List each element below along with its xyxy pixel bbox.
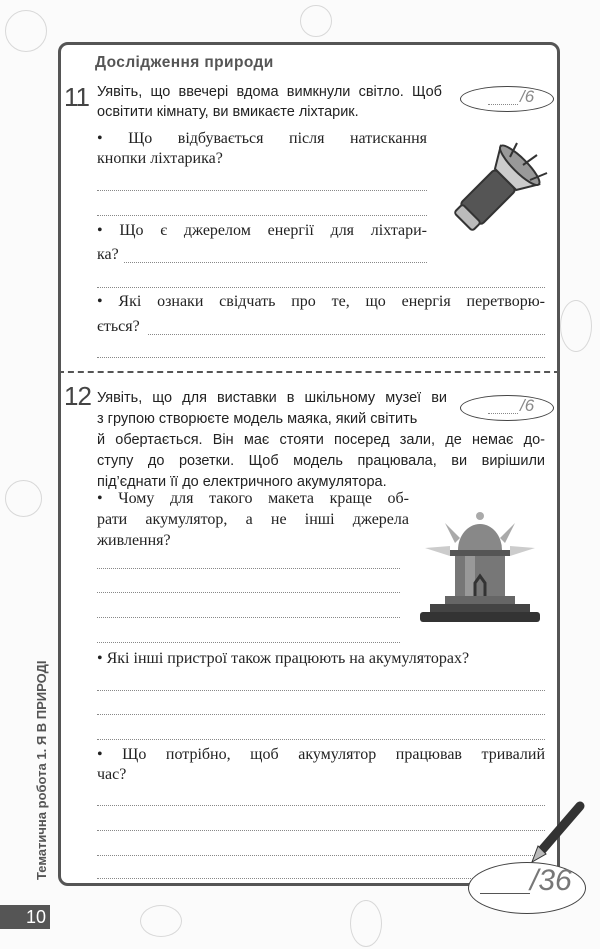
answer-line[interactable] bbox=[97, 357, 545, 358]
doodle-icon bbox=[300, 5, 332, 37]
task-number: 12 bbox=[64, 381, 91, 411]
side-title: Тематична робота 1. Я В ПРИРОДІ bbox=[34, 660, 49, 880]
question: • Які ознаки свідчать про те, що енергія перетворю- bbox=[97, 293, 545, 310]
question: живлення? bbox=[97, 532, 171, 549]
doodle-icon bbox=[350, 900, 382, 947]
score-blank[interactable] bbox=[488, 413, 518, 414]
answer-line[interactable] bbox=[97, 592, 400, 593]
answer-line[interactable] bbox=[97, 287, 545, 288]
answer-line[interactable] bbox=[97, 642, 400, 643]
pencil-icon bbox=[528, 800, 588, 865]
page-number: 10 bbox=[0, 905, 50, 929]
total-score-max: /36 bbox=[530, 864, 572, 897]
doodle-icon bbox=[5, 10, 47, 52]
doodle-icon bbox=[560, 300, 592, 352]
question: час? bbox=[97, 766, 127, 783]
section-title: Дослідження природи bbox=[95, 54, 274, 71]
task-intro: Уявіть, що ввечері вдома вимкнули світло. Щоб bbox=[97, 84, 442, 100]
answer-line[interactable] bbox=[97, 830, 545, 831]
answer-line[interactable] bbox=[148, 334, 545, 335]
task-intro: ступу до розетки. Щоб модель працювала, ви вирішили bbox=[97, 453, 545, 469]
task-intro: Уявіть, що для виставки в шкільному музеї ви bbox=[97, 390, 447, 406]
task-intro: з групою створюєте модель маяка, який світить bbox=[97, 411, 418, 427]
answer-line[interactable] bbox=[97, 855, 537, 856]
question: • Що потрібно, щоб акумулятор працював тривалий bbox=[97, 746, 545, 763]
question: кнопки ліхтарика? bbox=[97, 150, 223, 167]
total-score-blank[interactable] bbox=[480, 893, 530, 894]
answer-line[interactable] bbox=[97, 690, 545, 691]
score-oval bbox=[460, 395, 554, 421]
answer-line[interactable] bbox=[97, 739, 545, 740]
task-intro: й обертається. Він має стояти посеред зали, де немає до- bbox=[97, 432, 545, 448]
task-intro: освітити кімнату, ви вмикаєте ліхтарик. bbox=[97, 104, 359, 120]
task-number: 11 bbox=[64, 82, 89, 112]
score-max: /6 bbox=[520, 396, 535, 415]
score-blank[interactable] bbox=[488, 104, 518, 105]
answer-line[interactable] bbox=[97, 190, 427, 191]
question: • Чому для такого макета краще об- bbox=[97, 490, 409, 507]
score-oval bbox=[460, 86, 554, 112]
flashlight-icon bbox=[435, 135, 555, 235]
question: ка? bbox=[97, 246, 119, 263]
task-intro: під’єднати її до електричного акумулятора. bbox=[97, 474, 387, 490]
answer-line[interactable] bbox=[97, 617, 400, 618]
score-max: /6 bbox=[520, 87, 535, 106]
question: • Що відбувається після натискання bbox=[97, 130, 427, 147]
answer-line[interactable] bbox=[124, 262, 427, 263]
answer-line[interactable] bbox=[97, 878, 477, 879]
answer-line[interactable] bbox=[97, 215, 427, 216]
answer-line[interactable] bbox=[97, 714, 545, 715]
question: ється? bbox=[97, 318, 140, 335]
question: рати акумулятор, а не інші джерела bbox=[97, 511, 409, 528]
question: • Що є джерелом енергії для ліхтари- bbox=[97, 222, 427, 239]
task-divider bbox=[58, 371, 560, 373]
question: • Які інші пристрої також працюють на акумуляторах? bbox=[97, 650, 470, 667]
answer-line[interactable] bbox=[97, 805, 545, 806]
answer-line[interactable] bbox=[97, 568, 400, 569]
doodle-icon bbox=[140, 905, 182, 937]
lighthouse-icon bbox=[415, 508, 545, 623]
doodle-icon bbox=[5, 480, 42, 517]
